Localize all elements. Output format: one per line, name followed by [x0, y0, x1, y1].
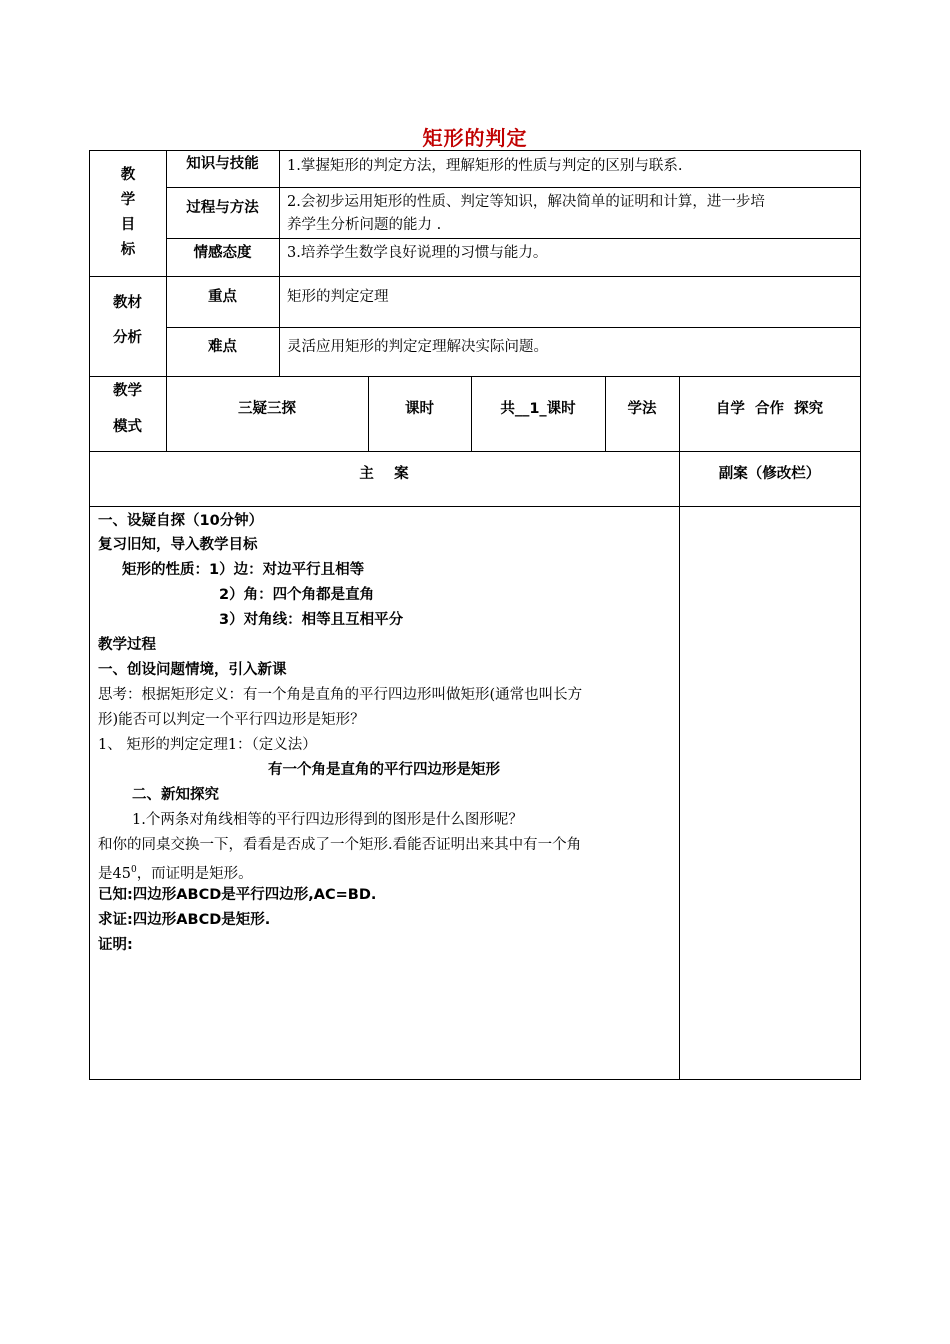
period-label: 课时	[405, 401, 434, 417]
attitude-label: 情感态度	[193, 245, 252, 261]
explore-line: 1.个两条对角线相等的平行四边形得到的图形是什么图形呢？	[132, 812, 523, 828]
given-line: 已知:四边形ABCD是平行四边形,AC=BD.	[98, 887, 377, 903]
material-label-line2: 分析	[113, 330, 142, 346]
prove-line: 求证:四边形ABCD是矩形.	[98, 912, 271, 928]
subsection-heading: 一、创设问题情境，引入新课	[98, 662, 287, 678]
mode-label-line1: 教学	[113, 383, 142, 399]
think-line: 形)能否可以判定一个平行四边形是矩形？	[98, 712, 365, 728]
difficulty-label: 难点	[208, 339, 237, 355]
property-line: 3）对角线：相等且互相平分	[219, 612, 404, 628]
process-label: 过程与方法	[186, 200, 259, 216]
explore-line: 是$45^0$，而证明是矩形。	[98, 865, 253, 882]
difficulty-text: 灵活应用矩形的判定定理解决实际问题。	[287, 339, 548, 355]
material-label-line1: 教材	[113, 295, 142, 311]
method-value: 自学 合作 探究	[715, 401, 824, 417]
attitude-text: 3.培养学生数学良好说理的习惯与能力。	[287, 245, 548, 261]
section-heading: 一、设疑自探（10分钟）	[98, 513, 264, 529]
proof-line: 证明:	[98, 937, 133, 953]
process-text-line1: 2.会初步运用矩形的性质、判定等知识，解决简单的证明和计算，进一步培	[287, 194, 765, 210]
property-line: 矩形的性质：1）边：对边平行且相等	[122, 562, 365, 578]
theorem-statement: 有一个角是直角的平行四边形是矩形	[268, 762, 500, 778]
mode-label-line2: 模式	[113, 419, 142, 435]
think-line: 思考：根据矩形定义：有一个角是直角的平行四边形叫做矩形(通常也叫长方	[98, 687, 583, 703]
method-label: 学法	[627, 401, 657, 417]
page-title: 矩形的判定	[422, 126, 528, 150]
mode-value: 三疑三探	[238, 401, 296, 417]
objectives-label: 教 学 目 标	[120, 167, 136, 258]
review-heading: 复习旧知，导入教学目标	[98, 537, 258, 553]
key-point-label: 重点	[208, 289, 237, 305]
theorem-title: 1、 矩形的判定定理1：（定义法）	[98, 737, 317, 753]
process-text-line2: 养学生分析问题的能力 .	[287, 217, 442, 233]
key-point-text: 矩形的判定定理	[287, 289, 389, 305]
period-value: 共__1_课时	[500, 401, 576, 417]
knowledge-label: 知识与技能	[186, 156, 259, 172]
explore-line: 和你的同桌交换一下，看看是否成了一个矩形.看能否证明出来其中有一个角	[98, 837, 582, 853]
knowledge-text: 1.掌握矩形的判定方法，理解矩形的性质与判定的区别与联系.	[287, 158, 683, 174]
main-plan-header: 主 案	[359, 466, 409, 482]
side-plan-header: 副案（修改栏）	[718, 466, 821, 482]
property-line: 2）角：四个角都是直角	[219, 587, 375, 603]
explore-heading: 二、新知探究	[132, 787, 219, 803]
process-heading: 教学过程	[98, 637, 156, 653]
